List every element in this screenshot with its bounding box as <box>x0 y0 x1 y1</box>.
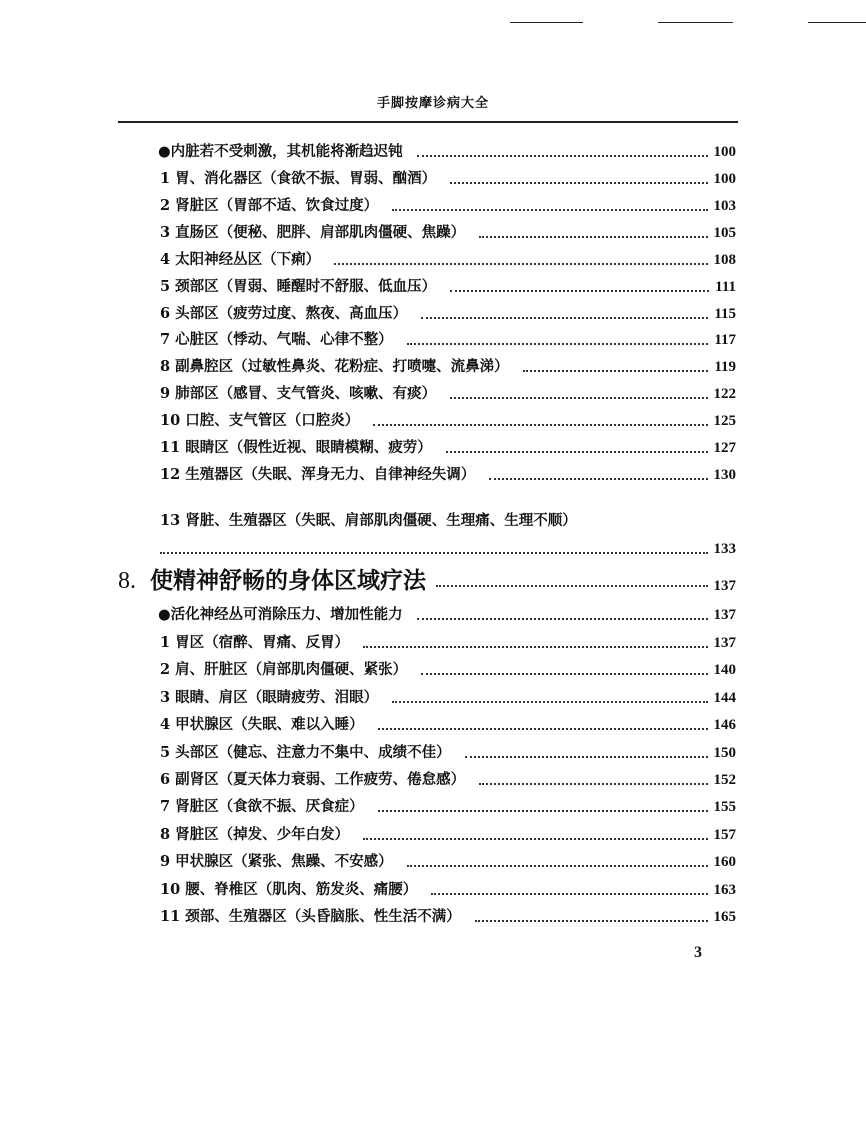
toc-entry[interactable] <box>160 249 736 271</box>
dot-leader <box>407 865 708 867</box>
scan-mark <box>808 22 866 23</box>
toc-page: 127 <box>713 440 736 456</box>
toc-entry[interactable] <box>160 437 736 459</box>
toc-entry[interactable] <box>160 659 736 681</box>
toc-entry[interactable] <box>160 195 736 217</box>
toc-page: 108 <box>713 251 736 268</box>
dot-leader <box>417 155 708 157</box>
toc-label: ●活化神经丛可消除压力、增加性能力 <box>158 606 403 623</box>
header-rule <box>118 121 738 123</box>
toc-page: 117 <box>714 332 736 349</box>
dot-leader <box>450 182 707 184</box>
toc-page: 137 <box>713 578 736 594</box>
dot-leader <box>373 424 707 426</box>
toc-label: 9 肺部区（感冒、支气管炎、咳嗽、有痰） <box>160 385 437 403</box>
toc-entry[interactable] <box>160 356 736 378</box>
toc-page: 130 <box>713 466 736 483</box>
dot-leader <box>407 343 709 345</box>
toc-entry[interactable] <box>160 687 736 709</box>
dot-leader <box>479 236 707 238</box>
toc-label: ●内脏若不受刺激，其机能将渐趋迟钝 <box>158 143 403 160</box>
toc-page: 163 <box>713 881 736 898</box>
toc-label: 4 甲状腺区（失眠、难以入睡） <box>160 716 364 734</box>
toc-page: 146 <box>713 717 736 734</box>
toc-entry[interactable] <box>160 410 736 432</box>
dot-leader <box>363 838 707 840</box>
dot-leader <box>489 478 707 480</box>
dot-leader <box>475 920 708 922</box>
toc-label: 2 肩、肝脏区（肩部肌肉僵硬、紧张） <box>160 661 408 679</box>
toc-entry-continuation[interactable] <box>160 538 736 560</box>
dot-leader <box>446 451 708 453</box>
chapter-title: 使精神舒畅的身体区域疗法 <box>150 568 426 594</box>
dot-leader <box>450 397 707 399</box>
toc-label: 7 肾脏区（食欲不振、厌食症） <box>160 798 364 816</box>
toc-page: 137 <box>713 607 736 623</box>
toc-chapter-heading[interactable] <box>118 565 736 595</box>
toc-entry[interactable] <box>160 632 736 654</box>
toc-page: 125 <box>713 413 736 430</box>
toc-page: 152 <box>713 772 736 788</box>
dot-leader <box>160 552 708 554</box>
toc-label: 8 副鼻腔区（过敏性鼻炎、花粉症、打喷嚏、流鼻涕） <box>160 358 509 376</box>
toc-page: 155 <box>713 799 736 816</box>
toc-page: 133 <box>713 541 736 557</box>
toc-page: 111 <box>715 278 736 295</box>
toc-page: 160 <box>713 854 736 871</box>
dot-leader <box>392 209 707 211</box>
dot-leader <box>465 756 708 758</box>
toc-page: 150 <box>713 744 736 761</box>
toc-label: 4 太阳神经丛区（下痢） <box>160 250 321 268</box>
toc-page: 103 <box>713 197 736 214</box>
toc-page: 115 <box>714 305 736 322</box>
toc-label: 3 直肠区（便秘、肥胖、肩部肌肉僵硬、焦躁） <box>160 223 466 241</box>
dot-leader <box>378 810 708 812</box>
dot-leader <box>523 370 709 372</box>
toc-page: 165 <box>713 909 736 925</box>
scan-mark <box>510 22 583 23</box>
scan-mark <box>658 22 733 23</box>
toc-page: 137 <box>713 635 736 651</box>
dot-leader <box>431 893 707 895</box>
toc-page: 157 <box>713 826 736 843</box>
toc-label: 3 眼睛、肩区（眼睛疲劳、泪眼） <box>160 688 379 706</box>
toc-label: 12 生殖器区（失眠、浑身无力、自律神经失调） <box>160 465 476 483</box>
toc-entry[interactable] <box>160 714 736 736</box>
page-number: 3 <box>694 944 702 961</box>
toc-entry[interactable] <box>160 383 736 405</box>
toc-label: 10 口腔、支气管区（口腔炎） <box>160 412 360 430</box>
toc-entry[interactable] <box>160 329 736 351</box>
toc-label: 10 腰、脊椎区（肌肉、筋发炎、痛腰） <box>160 880 418 898</box>
toc-entry[interactable] <box>160 851 736 873</box>
toc-section-entry[interactable] <box>158 604 736 626</box>
dot-leader <box>417 618 708 620</box>
dot-leader <box>479 783 707 785</box>
toc-label: 6 头部区（疲劳过度、熬夜、高血压） <box>160 304 408 322</box>
toc-entry[interactable] <box>160 742 736 764</box>
toc-label: 13 肾脏、生殖器区（失眠、肩部肌肉僵硬、生理痛、生理不顺） <box>160 512 577 529</box>
dot-leader <box>378 728 708 730</box>
toc-page: 122 <box>713 386 736 403</box>
dot-leader <box>436 585 708 587</box>
dot-leader <box>363 646 707 648</box>
running-header: 手脚按摩诊病大全 <box>376 96 489 111</box>
dot-leader <box>334 263 707 265</box>
toc-label: 2 肾脏区（胃部不适、饮食过度） <box>160 196 379 214</box>
toc-label: 1 胃区（宿醉、胃痛、反胃） <box>160 634 350 651</box>
toc-label: 1 胃、消化器区（食欲不振、胃弱、酗酒） <box>160 170 437 187</box>
toc-page: 100 <box>713 171 736 187</box>
toc-page: 140 <box>713 662 736 679</box>
toc-label: 5 头部区（健忘、注意力不集中、成绩不佳） <box>160 743 451 761</box>
toc-page: 144 <box>713 689 736 706</box>
toc-page: 100 <box>713 144 736 160</box>
dot-leader <box>450 290 709 292</box>
toc-label: 9 甲状腺区（紧张、焦躁、不安感） <box>160 853 393 871</box>
toc-entry[interactable] <box>160 824 736 846</box>
toc-entry[interactable] <box>160 303 736 325</box>
toc-page: 119 <box>714 359 736 376</box>
toc-section-entry[interactable] <box>158 141 736 163</box>
toc-label: 8 肾脏区（掉发、少年白发） <box>160 825 350 843</box>
toc-label: 5 颈部区（胃弱、睡醒时不舒服、低血压） <box>160 277 437 295</box>
toc-label: 11 眼睛区（假性近视、眼睛模糊、疲劳） <box>160 439 432 456</box>
toc-entry[interactable] <box>160 276 736 298</box>
chapter-number: 8. <box>118 568 136 594</box>
toc-label: 7 心脏区（悸动、气喘、心律不整） <box>160 331 393 349</box>
toc-entry[interactable] <box>160 510 736 532</box>
toc-entry[interactable] <box>160 906 736 928</box>
toc-entry[interactable] <box>160 464 736 486</box>
toc-entry[interactable] <box>160 879 736 901</box>
dot-leader <box>421 317 708 319</box>
dot-leader <box>392 701 707 703</box>
toc-entry[interactable] <box>160 769 736 791</box>
toc-label: 11 颈部、生殖器区（头昏脑胀、性生活不满） <box>160 908 461 925</box>
toc-page: 105 <box>713 224 736 241</box>
toc-entry[interactable] <box>160 168 736 190</box>
dot-leader <box>421 673 707 675</box>
toc-entry[interactable] <box>160 796 736 818</box>
toc-label: 6 副肾区（夏天体力衰弱、工作疲劳、倦怠感） <box>160 771 466 788</box>
toc-entry[interactable] <box>160 222 736 244</box>
